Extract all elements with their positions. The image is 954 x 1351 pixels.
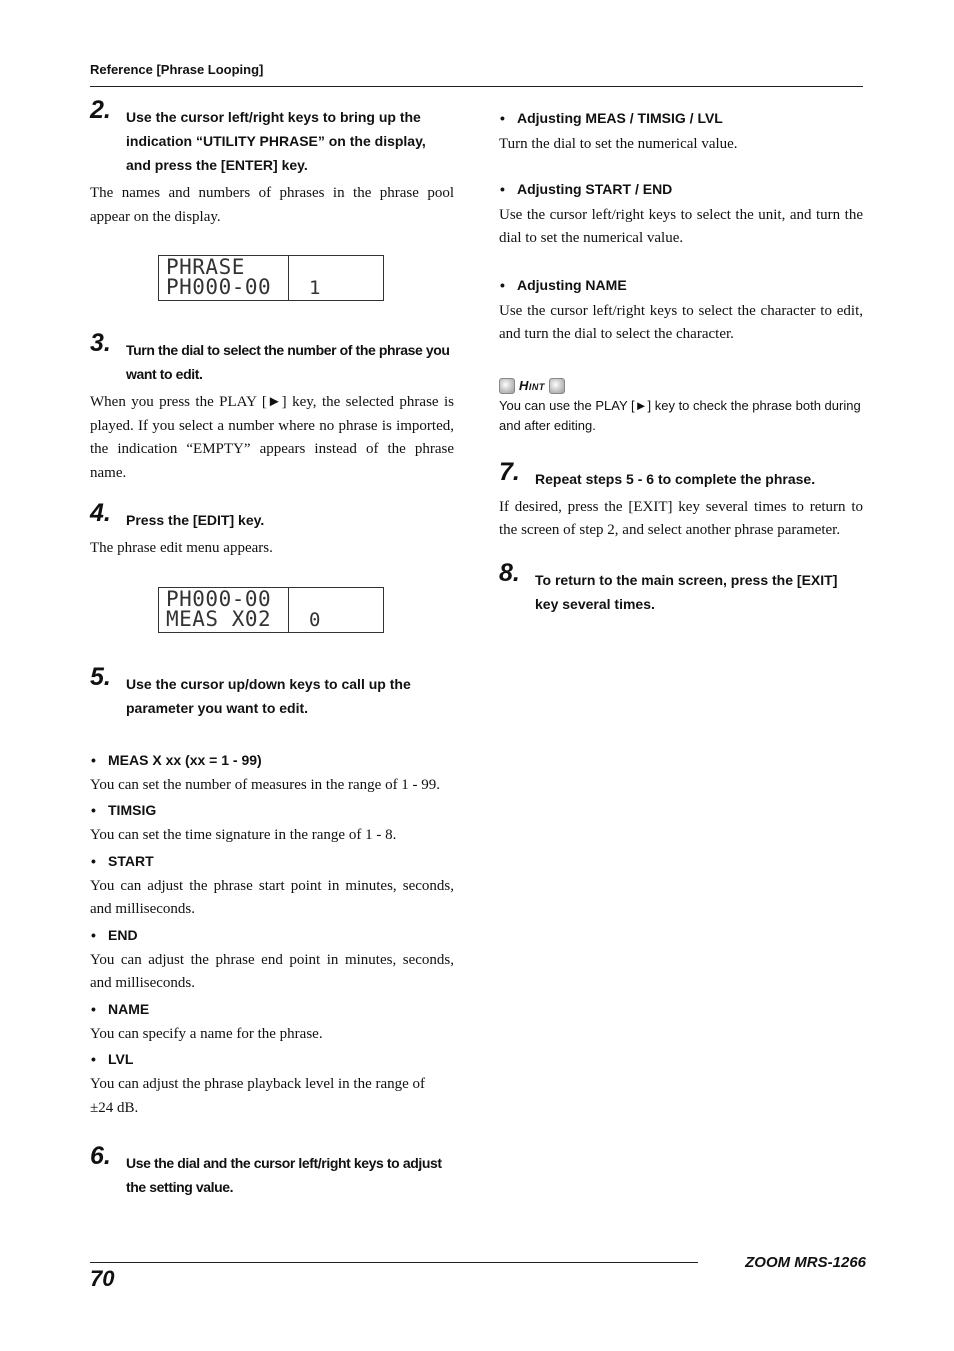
param-list: [90, 750, 454, 1121]
footer-rule: [90, 1262, 698, 1263]
param-desc: You can set the number of measures in the range of 1 - 99.: [90, 776, 441, 793]
lcd-value: 0: [309, 608, 321, 631]
param-desc: You can set the time signature in the range of 1 - 8.: [90, 827, 397, 843]
left-column: [90, 96, 454, 1199]
step-instruction: Use the cursor up/down keys to call up the parameter you want to edit.: [126, 675, 411, 716]
lcd-line-2: MEAS X02: [166, 606, 272, 631]
footer-brand: ZOOM MRS-1266: [745, 1254, 866, 1271]
step-6: [90, 1142, 454, 1199]
adjust-desc: Use the cursor left/right keys to select the unit, and turn the dial to set the numerical value.: [499, 206, 863, 246]
step-number: 6.: [90, 1142, 111, 1170]
param-desc: You can specify a name for the phrase.: [90, 1025, 323, 1042]
lcd-display: [158, 255, 384, 301]
right-column: [499, 108, 863, 616]
adjust-desc: Use the cursor left/right keys to select the character to edit, and turn the dial to select the character.: [499, 302, 863, 342]
lcd-value: 1: [309, 277, 321, 299]
lcd-display: [158, 587, 384, 633]
step-body: If desired, press the [EXIT] key several times to return to the screen of step 2, and select another phrase parameter.: [499, 498, 863, 538]
step-4: [90, 499, 454, 532]
adjust-label: • Adjusting MEAS / TIMSIG / LVL: [499, 108, 863, 128]
hint-label: Hint: [519, 378, 545, 393]
step-body: When you press the PLAY [►] key, the selected phrase is played. If you select a number where no phrase is imported, the indication “EMPTY” appears instead of the phrase name.: [90, 394, 454, 481]
step-number: 5.: [90, 662, 111, 691]
header-title: Reference [Phrase Looping]: [90, 62, 264, 77]
step-number: 8.: [499, 558, 520, 587]
param-desc: You can adjust the phrase end point in minutes, seconds, and milliseconds.: [90, 951, 454, 991]
step-instruction: Turn the dial to select the number of the phrase you want to edit.: [126, 342, 450, 382]
lcd-divider: [288, 588, 289, 632]
lcd-line-2: PH000-00: [166, 275, 272, 299]
step-2: [90, 96, 454, 177]
step-instruction: Press the [EDIT] key.: [126, 512, 265, 528]
hint-text: You can use the PLAY [►] key to check the phrase both during and after editing.: [499, 397, 861, 433]
step-7: [499, 457, 863, 491]
adjust-desc: Turn the dial to set the numerical value.: [499, 136, 738, 152]
step-3: [90, 329, 454, 386]
param-label: • LVL: [90, 1049, 454, 1069]
header-rule: [90, 86, 863, 87]
param-desc: You can adjust the phrase start point in minutes, seconds, and milliseconds.: [90, 877, 454, 917]
step-number: 7.: [499, 457, 520, 486]
hint-header: [499, 377, 863, 395]
step-number: 2.: [90, 96, 111, 124]
lcd-line-1: PHRASE: [166, 255, 245, 279]
param-desc: You can adjust the phrase playback level in the range of ±24 dB.: [90, 1076, 426, 1116]
step-body: The names and numbers of phrases in the phrase pool appear on the display.: [90, 185, 454, 225]
hint-box: [499, 377, 863, 436]
hint-bullet-icon: [499, 378, 515, 394]
lcd-divider: [288, 256, 289, 300]
adjust-label: • Adjusting START / END: [499, 179, 863, 199]
step-instruction: To return to the main screen, press the [EXIT] key several times.: [535, 571, 838, 612]
param-label: • START: [90, 851, 454, 871]
page-number: 70: [90, 1266, 115, 1291]
step-instruction: Repeat steps 5 - 6 to complete the phrase.: [535, 470, 816, 487]
step-instruction: Use the cursor left/right keys to bring up the indication “UTILITY PHRASE” on the display, and press the [ENTER] key.: [126, 109, 426, 173]
step-8: [499, 558, 863, 616]
hint-bullet-icon: [549, 378, 565, 394]
step-body: The phrase edit menu appears.: [90, 540, 273, 556]
param-label: • TIMSIG: [90, 800, 454, 820]
param-label: • END: [90, 925, 454, 945]
param-label: • MEAS X xx (xx = 1 - 99): [90, 750, 454, 770]
step-number: 3.: [90, 329, 111, 357]
step-instruction: Use the dial and the cursor left/right keys to adjust the setting value.: [126, 1155, 442, 1195]
step-5: [90, 662, 454, 720]
step-number: 4.: [90, 499, 111, 527]
lcd-line-1: PH000-00: [166, 586, 272, 611]
adjust-label: • Adjusting NAME: [499, 275, 863, 295]
param-label: • NAME: [90, 999, 454, 1019]
